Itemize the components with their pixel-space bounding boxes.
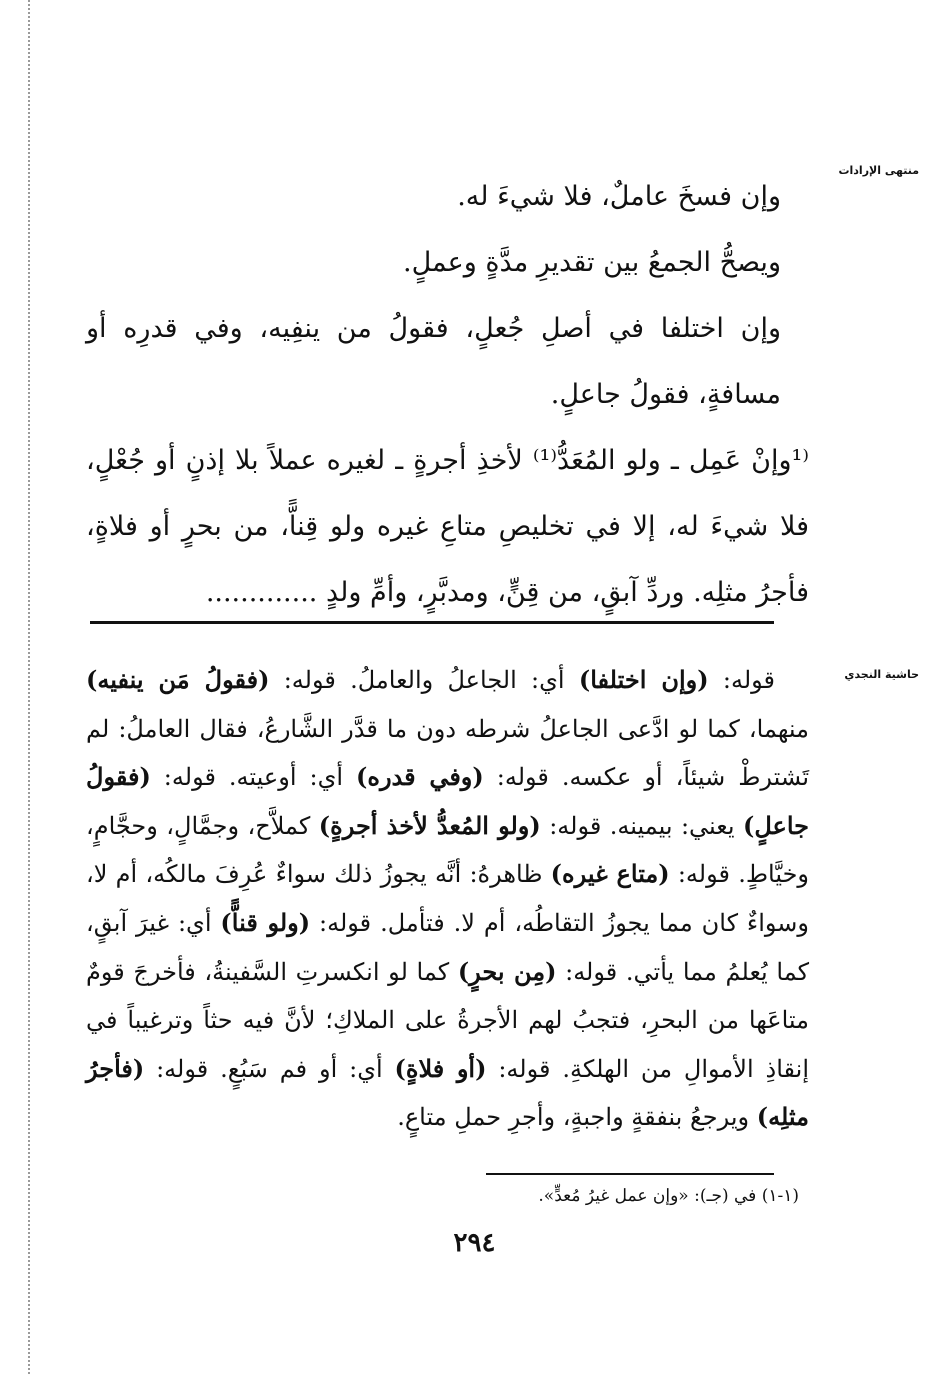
margin-label-commentary: حاشية النجدي — [844, 668, 919, 681]
footnote: (١-١) في (جـ): «وإن عمل غيرُ مُعدٍّ». — [538, 1186, 799, 1206]
margin-label-main-text: منتهى الإرادات — [838, 164, 919, 177]
commentary-quote: (ولو قناًّ) — [220, 907, 311, 937]
commentary-text: كملاَّح، وجمَّالٍ، وحجَّامٍ، وخيَّاطٍ. قوله: — [86, 811, 809, 889]
commentary-text: يعني: بيمينه. قوله: — [540, 811, 743, 840]
commentary-quote: (ولو المُعدُّ لأخذ أجرةٍ) — [318, 810, 541, 840]
commentary-block — [86, 656, 809, 1142]
commentary-quote: (مِن بحرٍ) — [457, 956, 557, 986]
commentary-quote: (أو فلاةٍ) — [394, 1053, 487, 1083]
main-text-block — [86, 164, 809, 626]
commentary-quote: (وفي قدره) — [356, 762, 484, 792]
commentary-paragraph — [86, 656, 809, 1142]
commentary-text: ظاهرهُ: أنَّه يجوزُ ذلك سواءٌ عُرِفَ مالكُه، أم لا، وسواءٌ كان مما يجوزُ التقاطُه، أم لا. فتأمل. قوله: — [86, 860, 809, 937]
main-paragraph-4: ⁽¹وإنْ عَمِل ـ ولو المُعَدُّ⁽¹⁾ لأخذِ أجرةٍ ـ لغيره عملاً بلا إذنٍ أو جُعْلٍ، فلا شيءَ له، إلا في تخليصِ متاعِ غيره ولو قِناًّ، من بحرٍ أو فلاةٍ، فأجرُ مثلِه. وردِّ آبقٍ، من قِنٍّ، ومدبَّرٍ، وأمِّ ولدٍ ............. — [86, 445, 809, 608]
commentary-text: أي: غيرَ آبقٍ، كما يُعلمُ مما يأتي. قوله: — [86, 908, 809, 986]
commentary-quote: (متاع غيره) — [550, 859, 670, 889]
commentary-text: قوله: — [708, 666, 776, 694]
main-paragraph-2: ويصحُّ الجمعُ بين تقديرِ مدَّةٍ وعملٍ. — [403, 247, 781, 278]
commentary-text: كما لو انكسرتِ السَّفينةُ، فأخرجَ قومٌ متاعَها من البحرِ، فتجبُ لهم الأجرةُ على الملاكِ؛ لأنَّ فيه حثاً وترغيباً في إنقاذِ الأموالِ من الهلكةِ. قوله: — [86, 957, 809, 1083]
commentary-text: أي: أوعيته. قوله: — [150, 763, 357, 792]
commentary-quote: (وإن اختلفا) — [578, 665, 709, 694]
commentary-quote: (فقولُ مَن ينفيه) — [86, 665, 270, 694]
commentary-text: أي: الجاعلُ والعاملُ. قوله: — [269, 666, 579, 694]
section-separator — [90, 621, 774, 624]
main-paragraph-3: وإن اختلفا في أصلِ جُعلٍ، فقولُ من ينفِيه، وفي قدرِه أو مسافةٍ، فقولُ جاعلٍ. — [86, 313, 781, 410]
commentary-quote: (فأجرُ مثلِه) — [86, 1053, 809, 1132]
footnote-separator — [486, 1173, 774, 1175]
commentary-text: منهما، كما لو ادَّعى الجاعلُ شرطه دون ما قدَّر الشَّارعُ، فقال العاملُ: لم تَشترطْ شيئاً، أو عكسه. قوله: — [86, 714, 809, 792]
commentary-text: ويرجعُ بنفقةٍ واجبةٍ، وأجرِ حملِ متاعٍ. — [397, 1103, 757, 1132]
commentary-quote: (فقولُ جاعلٍ) — [86, 762, 809, 840]
scan-edge-dotted-line — [28, 0, 30, 1374]
commentary-text: أي: أو فم سَبُعٍ. قوله: — [144, 1054, 395, 1083]
main-paragraph-1: وإن فسخَ عاملٌ، فلا شيءَ له. — [457, 181, 781, 212]
page-number: ٢٩٤ — [453, 1228, 496, 1258]
